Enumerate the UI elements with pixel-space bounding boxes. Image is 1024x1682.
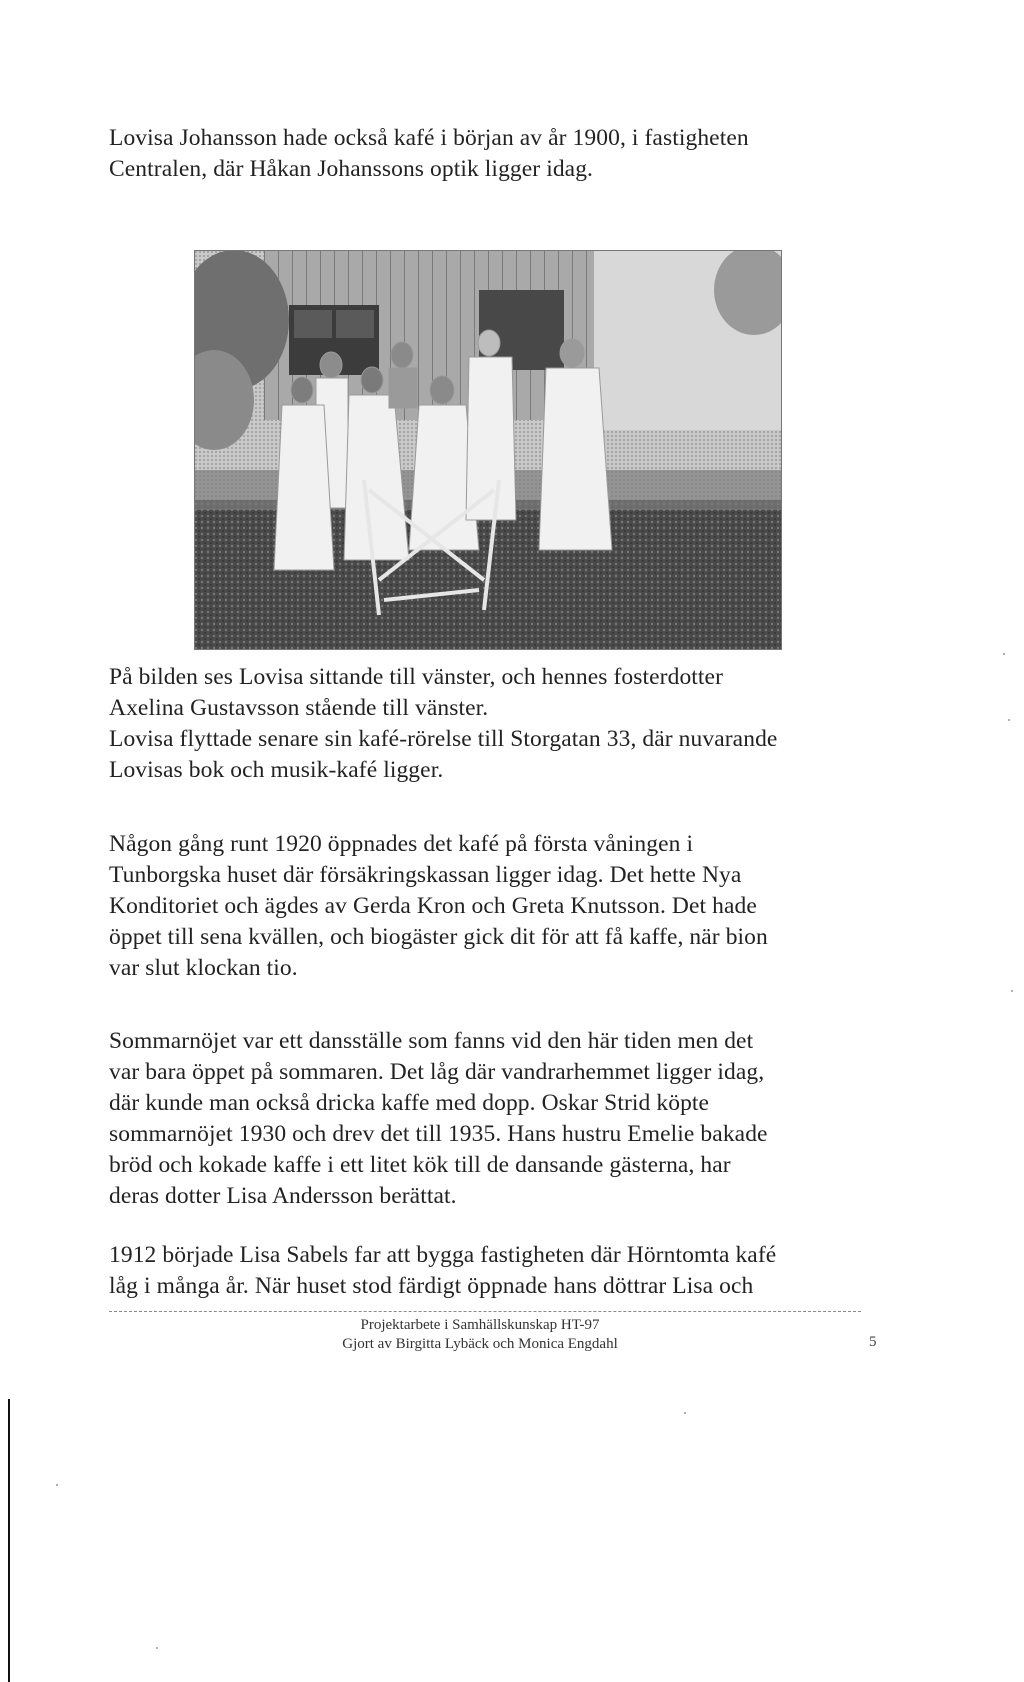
scan-speck	[684, 1412, 686, 1414]
text-line: Någon gång runt 1920 öppnades det kafé på första våningen i	[109, 831, 694, 857]
text-line: Lovisa flyttade senare sin kafé-rörelse till Storgatan 33, där nuvarande	[109, 726, 778, 752]
footer-divider	[109, 1311, 861, 1312]
scan-speck	[1011, 990, 1013, 992]
text-line: Lovisa Johansson hade också kafé i början av år 1900, i fastigheten	[109, 125, 749, 151]
text-line: Lovisas bok och musik-kafé ligger.	[109, 757, 444, 783]
footer-authors: Gjort av Birgitta Lybäck och Monica Engdahl	[342, 1336, 618, 1352]
scan-margin-line	[8, 1399, 10, 1682]
scan-speck	[1003, 653, 1005, 655]
paragraph-1	[109, 123, 889, 185]
photo-image	[194, 250, 782, 650]
text-line: låg i många år. När huset stod färdigt öppnade hans döttrar Lisa och	[109, 1273, 754, 1299]
text-line: Sommarnöjet var ett dansställe som fanns vid den här tiden men det	[109, 1028, 754, 1054]
historical-photograph	[194, 250, 782, 650]
text-line: Tunborgska huset där försäkringskassan ligger idag. Det hette Nya	[109, 862, 742, 888]
paragraph-2	[109, 662, 889, 786]
text-line: Konditoriet och ägdes av Gerda Kron och Greta Knutsson. Det hade	[109, 893, 757, 919]
scan-speck	[156, 1647, 158, 1649]
text-line: På bilden ses Lovisa sittande till vänster, och hennes fosterdotter	[109, 664, 724, 690]
text-line: deras dotter Lisa Andersson berättat.	[109, 1183, 457, 1209]
scan-speck	[1008, 719, 1010, 721]
text-line: var slut klockan tio.	[109, 955, 298, 981]
text-line: sommarnöjet 1930 och drev det till 1935. Hans hustru Emelie bakade	[109, 1121, 768, 1147]
paragraph-4	[109, 1026, 889, 1212]
paragraph-3	[109, 829, 889, 984]
text-line: var bara öppet på sommaren. Det låg där vandrarhemmet ligger idag,	[109, 1059, 765, 1085]
scan-speck	[56, 1484, 58, 1486]
text-line: bröd och kokade kaffe i ett litet kök till de dansande gästerna, har	[109, 1152, 731, 1178]
text-line: öppet till sena kvällen, och biogäster gick dit för att få kaffe, när bion	[109, 924, 768, 950]
text-line: Centralen, där Håkan Johanssons optik ligger idag.	[109, 156, 594, 182]
text-line: där kunde man också dricka kaffe med dopp. Oskar Strid köpte	[109, 1090, 710, 1116]
page-number: 5	[869, 1334, 877, 1350]
paragraph-5	[109, 1240, 889, 1302]
text-line: 1912 började Lisa Sabels far att bygga fastigheten där Hörntomta kafé	[109, 1242, 777, 1268]
footer-project: Projektarbete i Samhällskunskap HT-97	[360, 1317, 600, 1333]
text-line: Axelina Gustavsson stående till vänster.	[109, 695, 489, 721]
